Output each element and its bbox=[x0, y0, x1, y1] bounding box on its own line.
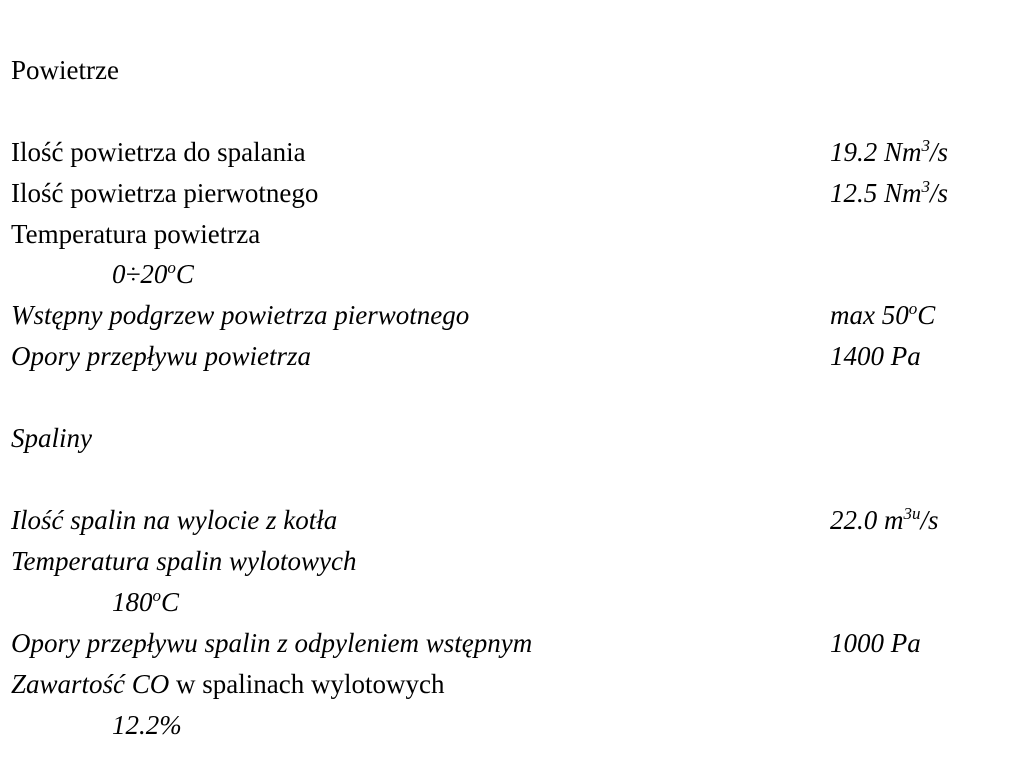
flue-amount-value: 22.0 $m^{3u}/s$ bbox=[830, 504, 939, 535]
preheat-label: Wstępny podgrzew powietrza pierwotnego bbox=[11, 300, 470, 330]
primary-air-label: Ilość powietrza pierwotnego bbox=[11, 178, 319, 208]
co-content-value: 12.2% bbox=[112, 710, 182, 740]
flue-amount-label: Ilość spalin na wylocie z kotła bbox=[11, 505, 338, 535]
flue-resistance-label: Opory przepływu spalin z odpyleniem wstępnym bbox=[11, 628, 533, 658]
flue-resistance-value: 1000 Pa bbox=[830, 628, 921, 658]
air-resistance-label: Opory przepływu powietrza bbox=[11, 341, 311, 371]
flue-temperature-label: Temperatura spalin wylotowych bbox=[11, 546, 357, 576]
flue-temperature-value: 180$^o$C bbox=[112, 586, 180, 617]
primary-air-value: 12.5 Nm$^3$/s bbox=[830, 177, 949, 208]
section-heading-flue: Spaliny bbox=[11, 423, 92, 453]
co-content-label: Zawartość CO w spalinach wylotowych bbox=[11, 669, 445, 699]
section-heading-air: Powietrze bbox=[11, 55, 119, 85]
air-temperature-label: Temperatura powietrza bbox=[11, 219, 261, 249]
air-resistance-value: 1400 Pa bbox=[830, 341, 921, 371]
air-temperature-value: $0\div 20^oC$ bbox=[112, 258, 194, 289]
preheat-value: max 50$^o$C bbox=[830, 299, 936, 330]
combustion-air-value: 19.2 Nm$^3$/s bbox=[830, 136, 949, 167]
combustion-air-label: Ilość powietrza do spalania bbox=[11, 137, 306, 167]
